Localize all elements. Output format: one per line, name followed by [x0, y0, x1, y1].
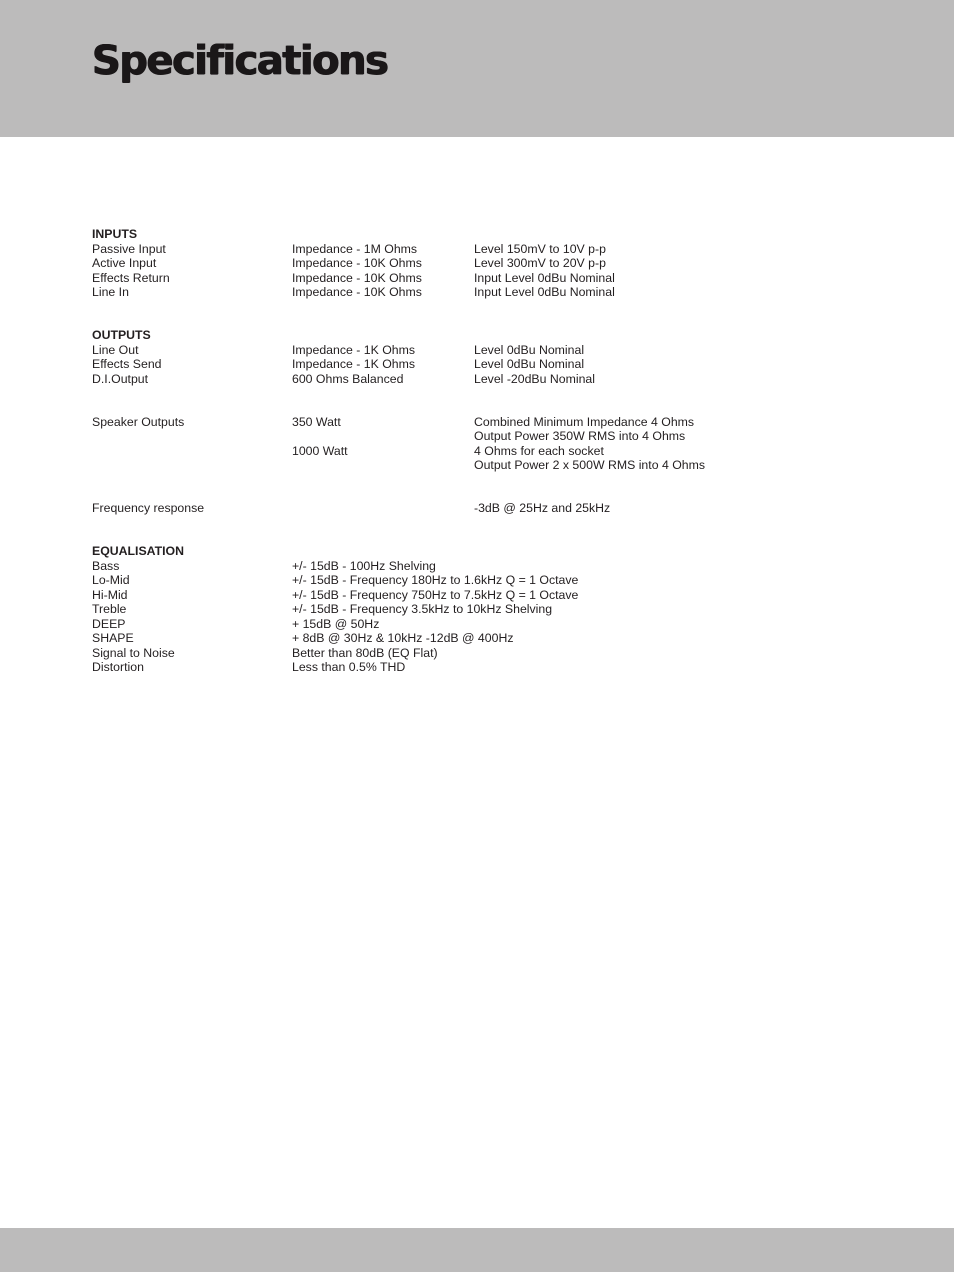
header-band [0, 0, 954, 137]
spec-value: + 8dB @ 30Hz & 10kHz -12dB @ 400Hz [292, 631, 514, 645]
spec-row [92, 444, 892, 459]
spec-row [92, 559, 892, 574]
spec-value: +/- 15dB - Frequency 750Hz to 7.5kHz Q = 1 Octave [292, 587, 579, 602]
specifications-table [92, 227, 892, 675]
spec-detail: -3dB @ 25Hz and 25kHz [474, 501, 611, 515]
spec-name: Active Input [92, 256, 157, 270]
spec-row [92, 343, 892, 358]
spec-name: Passive Input [92, 241, 166, 256]
spec-row [92, 617, 892, 632]
spec-value: Better than 80dB (EQ Flat) [292, 645, 438, 660]
spec-value: +/- 15dB - Frequency 180Hz to 1.6kHz Q = 1 Octave [292, 573, 579, 587]
spec-row [92, 646, 892, 661]
section-frequency-response [92, 501, 892, 516]
spec-row [92, 271, 892, 286]
spec-detail: Output Power 350W RMS into 4 Ohms [474, 429, 686, 443]
spec-value: Impedance - 1K Ohms [292, 342, 416, 357]
spec-name: Speaker Outputs [92, 414, 185, 429]
spec-row [92, 372, 892, 387]
spec-value: Impedance - 10K Ohms [292, 256, 422, 270]
spec-value: + 15dB @ 50Hz [292, 616, 380, 631]
spec-name: SHAPE [92, 631, 134, 645]
spec-row [92, 429, 892, 444]
spec-name: Signal to Noise [92, 645, 175, 660]
spec-detail: Level -20dBu Nominal [474, 371, 595, 386]
section-heading: INPUTS [92, 227, 138, 241]
spec-name: Distortion [92, 660, 144, 674]
spec-detail: Input Level 0dBu Nominal [474, 270, 615, 285]
spec-detail: 4 Ohms for each socket [474, 443, 604, 458]
spec-detail: Input Level 0dBu Nominal [474, 285, 615, 299]
spec-row [92, 357, 892, 372]
spec-name: Frequency response [92, 501, 205, 515]
spec-name: Lo-Mid [92, 573, 130, 587]
spec-detail: Level 300mV to 20V p-p [474, 256, 606, 270]
spec-name: Line Out [92, 342, 139, 357]
spec-value: Impedance - 10K Ohms [292, 270, 422, 285]
spec-value: +/- 15dB - Frequency 3.5kHz to 10kHz Shelving [292, 602, 553, 616]
spec-row [92, 501, 892, 516]
spec-value: Less than 0.5% THD [292, 660, 406, 674]
spec-detail: Output Power 2 x 500W RMS into 4 Ohms [474, 458, 705, 472]
page-title: Specifications [92, 38, 388, 84]
spec-name: Line In [92, 285, 129, 299]
section-speaker-outputs [92, 415, 892, 473]
spec-value: 1000 Watt [292, 443, 348, 458]
spec-name: Effects Send [92, 357, 162, 371]
spec-name: DEEP [92, 616, 126, 631]
spec-row [92, 660, 892, 675]
spec-row [92, 631, 892, 646]
footer-band [0, 1228, 954, 1272]
spec-row [92, 285, 892, 300]
spec-detail: Level 0dBu Nominal [474, 357, 585, 371]
spec-row [92, 256, 892, 271]
spec-value: Impedance - 10K Ohms [292, 285, 422, 299]
spec-row [92, 602, 892, 617]
spec-name: D.I.Output [92, 371, 149, 386]
spec-value: Impedance - 1M Ohms [292, 241, 418, 256]
spec-value: +/- 15dB - 100Hz Shelving [292, 558, 436, 573]
spec-detail: Combined Minimum Impedance 4 Ohms [474, 414, 695, 429]
section-outputs [92, 328, 892, 386]
spec-name: Hi-Mid [92, 587, 128, 602]
spec-value: Impedance - 1K Ohms [292, 357, 416, 371]
spec-name: Bass [92, 558, 120, 573]
spec-row [92, 415, 892, 430]
spec-row [92, 458, 892, 473]
spec-detail: Level 0dBu Nominal [474, 342, 585, 357]
section-inputs [92, 227, 892, 300]
section-heading: OUTPUTS [92, 328, 151, 342]
spec-row [92, 588, 892, 603]
spec-name: Effects Return [92, 270, 170, 285]
spec-value: 350 Watt [292, 414, 341, 429]
section-equalisation [92, 544, 892, 675]
spec-value: 600 Ohms Balanced [292, 371, 404, 386]
spec-detail: Level 150mV to 10V p-p [474, 241, 606, 256]
spec-name: Treble [92, 602, 127, 616]
spec-row [92, 242, 892, 257]
section-heading: EQUALISATION [92, 544, 184, 558]
spec-row [92, 573, 892, 588]
